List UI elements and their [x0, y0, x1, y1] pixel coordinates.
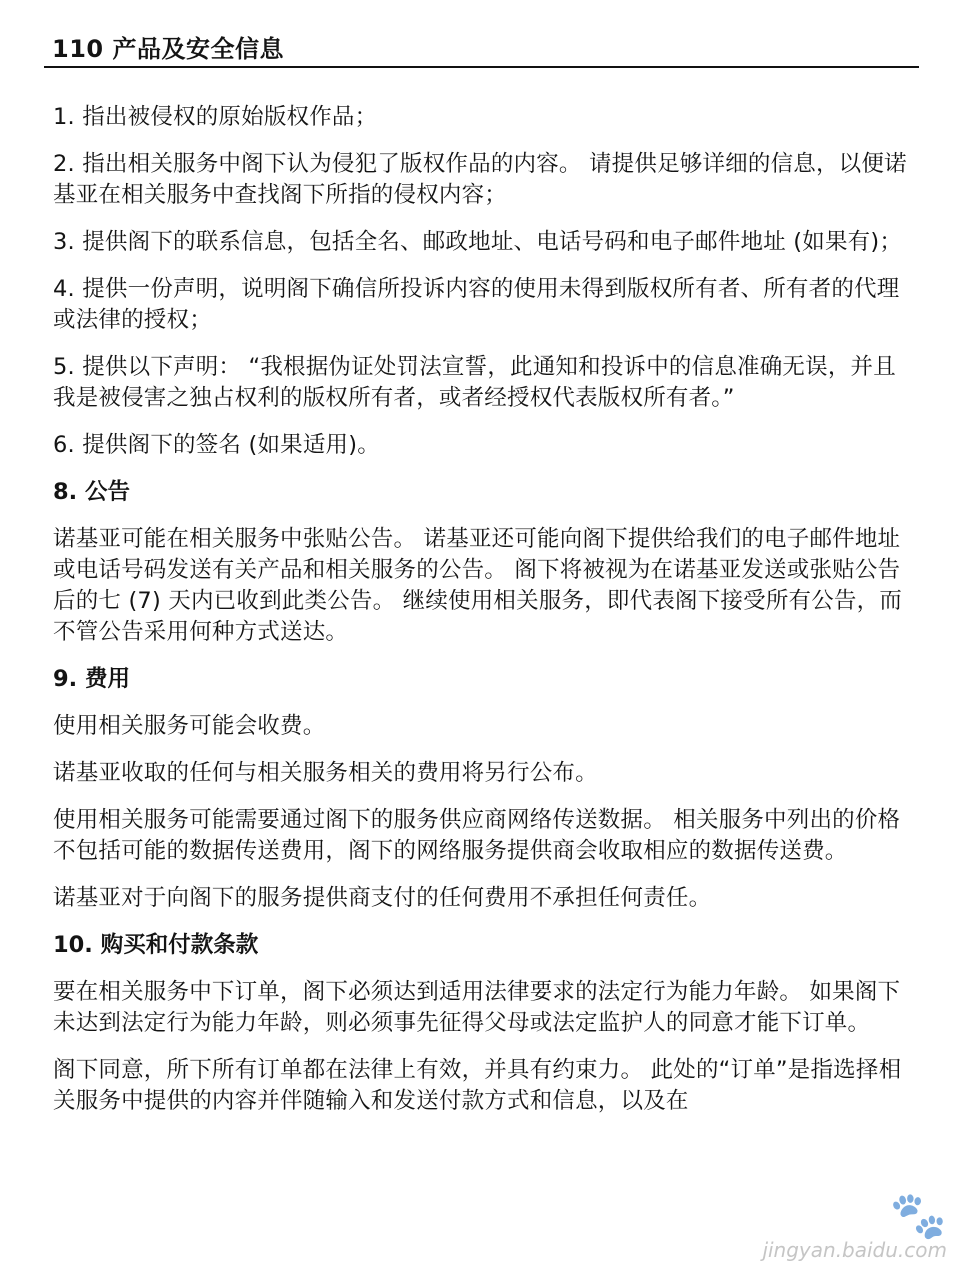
page-header — [52, 34, 919, 64]
paragraph: 诺基亚对于向阁下的服务提供商支付的任何费用不承担任何责任。 — [53, 885, 712, 911]
paragraph: 阁下同意，所下所有订单都在法律上有效，并具有约束力。 此处的“订单”是指选择相关服务中提供的内容并伴随输入和发送付款方式和信息，以及在 — [53, 1057, 902, 1114]
list-item: 5. 提供以下声明： “我根据伪证处罚法宣誓，此通知和投诉中的信息准确无误，并且我是被侵害之独占权利的版权所有者，或者经授权代表版权所有者。” — [53, 354, 896, 411]
section-heading: 8. 公告 — [53, 479, 131, 505]
watermark — [762, 1188, 947, 1262]
paragraph: 要在相关服务中下订单，阁下必须达到适用法律要求的法定行为能力年龄。 如果阁下未达到法定行为能力年龄，则必须事先征得父母或法定监护人的同意才能下订单。 — [53, 979, 901, 1036]
page-title: 110 产品及安全信息 — [52, 35, 284, 63]
paragraph: 使用相关服务可能需要通过阁下的服务供应商网络传送数据。 相关服务中列出的价格不包括可能的数据传送费用，阁下的网络服务提供商会收取相应的数据传送费。 — [53, 807, 901, 864]
section-heading: 10. 购买和付款条款 — [53, 932, 259, 958]
document-body — [53, 102, 918, 1133]
watermark-text: jingyan.baidu.com — [762, 1238, 947, 1262]
list-item: 4. 提供一份声明，说明阁下确信所投诉内容的使用未得到版权所有者、所有者的代理或法律的授权； — [53, 276, 900, 333]
list-item: 6. 提供阁下的签名 (如果适用)。 — [53, 432, 380, 458]
list-item: 3. 提供阁下的联系信息，包括全名、邮政地址、电话号码和电子邮件地址 (如果有)； — [53, 229, 903, 255]
paragraph: 使用相关服务可能会收费。 — [53, 713, 326, 739]
list-item: 2. 指出相关服务中阁下认为侵犯了版权作品的内容。 请提供足够详细的信息，以便诺基亚在相关服务中查找阁下所指的侵权内容； — [53, 151, 907, 208]
section-heading: 9. 费用 — [53, 666, 131, 692]
paragraph: 诺基亚可能在相关服务中张贴公告。 诺基亚还可能向阁下提供给我们的电子邮件地址或电话号码发送有关产品和相关服务的公告。 阁下将被视为在诺基亚发送或张贴公告后的七 (7) 天内已收到此类公告。 继续使用相关服务，即代表阁下接受所有公告，而不管公告采用何种方式送达。 — [53, 526, 903, 645]
list-item: 1. 指出被侵权的原始版权作品； — [53, 104, 378, 130]
paw-icon: 🐾 — [889, 1188, 947, 1242]
paragraph: 诺基亚收取的任何与相关服务相关的费用将另行公布。 — [53, 760, 598, 786]
header-divider — [44, 66, 919, 68]
